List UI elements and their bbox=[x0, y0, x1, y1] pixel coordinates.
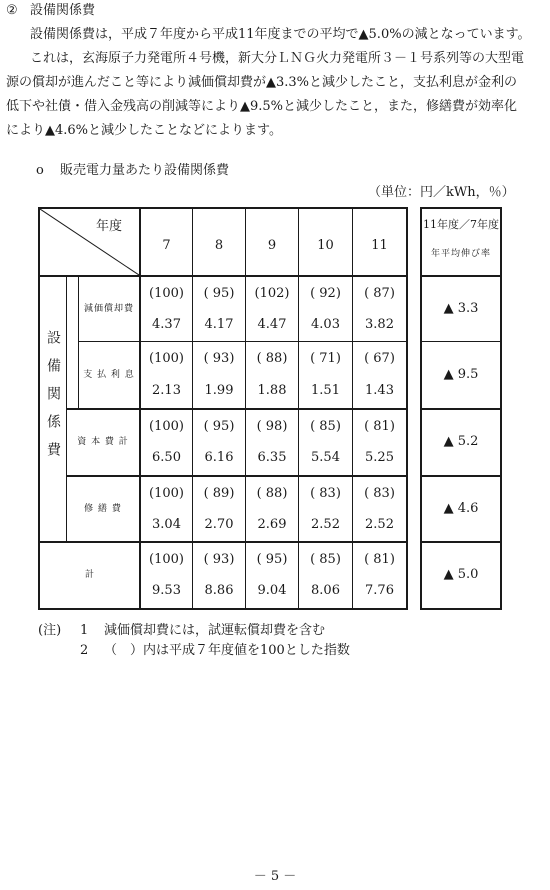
index-cell: (100) bbox=[149, 419, 184, 434]
index-cell: ( 67) bbox=[364, 351, 395, 366]
value-cell: 2.70 bbox=[204, 517, 234, 532]
index-cell: (102) bbox=[254, 286, 290, 301]
index-cell: ( 95) bbox=[203, 286, 235, 301]
note-number: 1 bbox=[80, 623, 89, 638]
value-cell: 6.35 bbox=[257, 450, 287, 465]
value-cell: 4.37 bbox=[152, 317, 181, 332]
index-cell: (100) bbox=[149, 286, 184, 301]
rate-row-line-3 bbox=[422, 475, 500, 477]
value-cell: 6.16 bbox=[204, 450, 234, 465]
rate-header-line-2: 年平均伸び率 bbox=[430, 249, 491, 259]
value-cell: 5.54 bbox=[311, 450, 340, 465]
value-cell: 1.43 bbox=[365, 383, 394, 398]
rate-cell: ▲ 3.3 bbox=[443, 301, 479, 316]
year-col-line-4 bbox=[352, 209, 353, 608]
sub-col-divider bbox=[78, 277, 79, 408]
index-cell: (100) bbox=[149, 552, 184, 567]
header-diagonal bbox=[40, 209, 142, 277]
index-cell: ( 92) bbox=[310, 286, 341, 301]
index-cell: (100) bbox=[149, 351, 184, 366]
value-cell: 2.69 bbox=[257, 517, 287, 532]
value-cell: 8.86 bbox=[204, 583, 234, 598]
row-line-1 bbox=[78, 341, 406, 342]
index-cell: ( 87) bbox=[364, 286, 395, 301]
index-cell: ( 81) bbox=[364, 419, 395, 434]
row-label: 減価償却費 bbox=[83, 304, 134, 314]
notes-label: (注) bbox=[38, 623, 62, 638]
note-text: 減価償却費には，試運転償却費を含む bbox=[104, 623, 326, 638]
rate-header-line bbox=[422, 275, 500, 277]
note-number: 2 bbox=[80, 643, 89, 658]
index-cell: ( 85) bbox=[310, 419, 341, 434]
year-header: 7 bbox=[162, 238, 171, 253]
year-header: 11 bbox=[371, 238, 388, 253]
paragraph-2-line-3: 低下や社債・借入金残高の削減等により▲9.5%と減少したこと，また，修繕費が効率化 bbox=[6, 99, 518, 114]
row-line-2 bbox=[66, 408, 406, 410]
row-label: 資 本 費 計 bbox=[77, 437, 129, 447]
year-header: 10 bbox=[317, 238, 334, 253]
year-header-label: 年度 bbox=[96, 219, 123, 234]
rate-row-line-1 bbox=[422, 341, 500, 342]
year-header: 9 bbox=[267, 238, 277, 253]
table-bullet: o bbox=[36, 163, 44, 178]
value-cell: 8.06 bbox=[311, 583, 340, 598]
paragraph-2-line-2: 源の償却が進んだこと等により減価償却費が▲3.3%と減少したこと，支払利息が金利の bbox=[6, 75, 518, 90]
index-cell: ( 71) bbox=[310, 351, 341, 366]
paragraph-2-line-4: により▲4.6%と減少したことなどによります。 bbox=[6, 123, 282, 138]
row-line-3 bbox=[66, 475, 406, 477]
value-cell: 9.04 bbox=[257, 583, 287, 598]
value-cell: 4.47 bbox=[257, 317, 287, 332]
index-cell: ( 93) bbox=[203, 552, 235, 567]
index-cell: ( 95) bbox=[256, 552, 288, 567]
value-cell: 2.13 bbox=[152, 383, 181, 398]
index-cell: ( 83) bbox=[364, 486, 395, 501]
year-col-line-2 bbox=[245, 209, 246, 608]
page-number: － 5 － bbox=[253, 869, 297, 884]
row-label: 修 繕 費 bbox=[84, 504, 122, 514]
rate-cell: ▲ 5.0 bbox=[443, 567, 479, 582]
index-cell: ( 88) bbox=[256, 486, 288, 501]
value-cell: 3.04 bbox=[152, 517, 181, 532]
rate-cell: ▲ 4.6 bbox=[443, 501, 479, 516]
index-cell: ( 98) bbox=[256, 419, 288, 434]
value-cell: 6.50 bbox=[152, 450, 181, 465]
value-cell: 4.03 bbox=[311, 317, 340, 332]
index-cell: ( 88) bbox=[256, 351, 288, 366]
index-cell: ( 89) bbox=[203, 486, 235, 501]
index-cell: ( 83) bbox=[310, 486, 341, 501]
rate-row-line-4 bbox=[422, 541, 500, 543]
value-cell: 3.82 bbox=[365, 317, 394, 332]
unit-label: （単位：円／kWh，％） bbox=[368, 185, 515, 200]
row-label: 計 bbox=[84, 570, 95, 580]
row-label: 支 払 利 息 bbox=[83, 370, 135, 380]
section-title: 設備関係費 bbox=[30, 3, 96, 18]
index-cell: ( 93) bbox=[203, 351, 235, 366]
index-cell: ( 81) bbox=[364, 552, 395, 567]
index-cell: (100) bbox=[149, 486, 184, 501]
rate-header-line-1: 11年度／7年度 bbox=[423, 218, 499, 231]
value-cell: 5.25 bbox=[365, 450, 394, 465]
rate-cell: ▲ 9.5 bbox=[443, 367, 479, 382]
value-cell: 1.88 bbox=[257, 383, 287, 398]
value-cell: 1.99 bbox=[204, 383, 234, 398]
year-col-line-1 bbox=[192, 209, 193, 608]
year-col-line-3 bbox=[298, 209, 299, 608]
rate-cell: ▲ 5.2 bbox=[443, 434, 479, 449]
value-cell: 2.52 bbox=[365, 517, 394, 532]
table-title: 販売電力量あたり設備関係費 bbox=[60, 163, 230, 178]
value-cell: 2.52 bbox=[311, 517, 340, 532]
year-header: 8 bbox=[214, 238, 224, 253]
group-label: 設備関係費 bbox=[45, 330, 61, 470]
index-cell: ( 95) bbox=[203, 419, 235, 434]
value-cell: 9.53 bbox=[152, 583, 181, 598]
section-number: ② bbox=[6, 3, 18, 18]
value-cell: 4.17 bbox=[204, 317, 234, 332]
index-cell: ( 85) bbox=[310, 552, 341, 567]
rate-row-line-2 bbox=[422, 408, 500, 410]
paragraph-1: 設備関係費は，平成７年度から平成11年度までの平均で▲5.0%の減となっています。 bbox=[30, 27, 531, 42]
value-cell: 7.76 bbox=[365, 583, 394, 598]
note-text: （ ）内は平成７年度値を100とした指数 bbox=[104, 643, 350, 658]
paragraph-2-line-1: これは，玄海原子力発電所４号機，新大分ＬＮＧ火力発電所３－１号系列等の大型電 bbox=[30, 51, 525, 66]
value-cell: 1.51 bbox=[311, 383, 340, 398]
